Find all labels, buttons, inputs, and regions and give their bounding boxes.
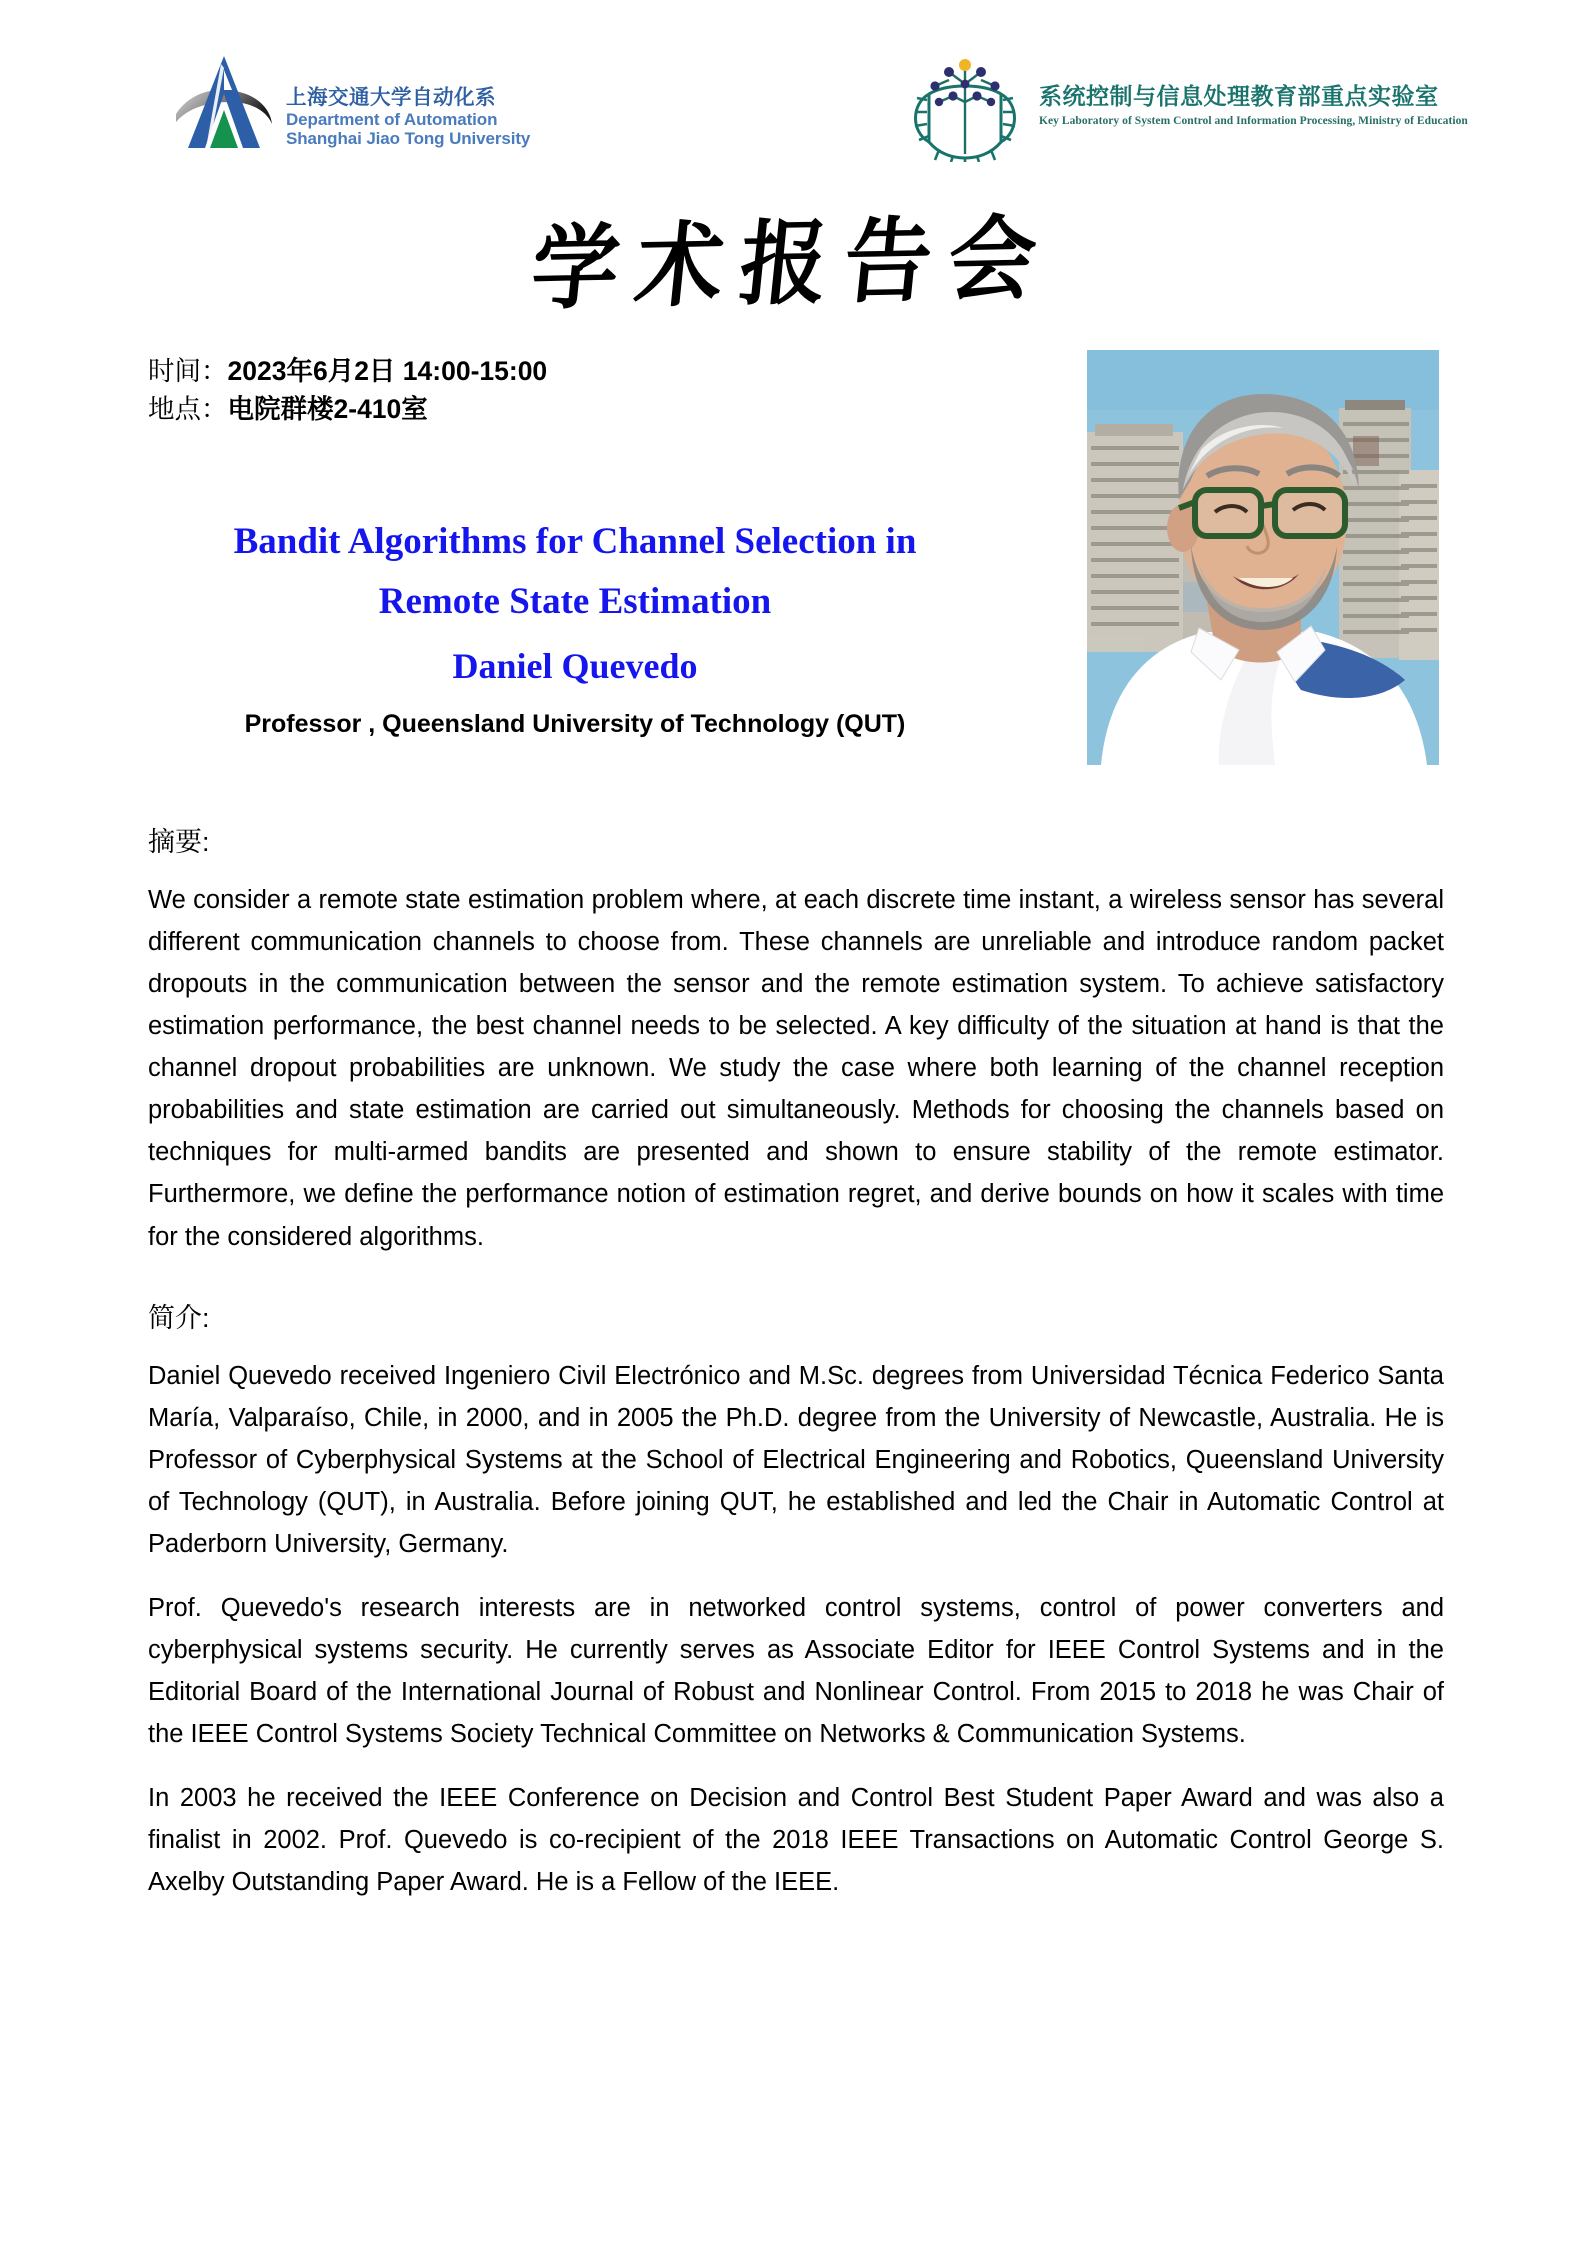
- abstract-text: We consider a remote state estimation problem where, at each discrete time instant, a wireless sensor has several different communication channels to choose from. These channels are unreliable and introduce random packet dropouts in the communication between the sensor and the remote estimation system. To achieve satisfactory estimation performance, the best channel needs to be selected. A key difficulty of the situation at hand is that the channel dropout probabilities are unknown. We study the case where both learning of the channel reception probabilities and state estimation are carried out simultaneously. Methods for choosing the channels based on techniques for multi-armed bandits are presented and shown to ensure stability of the remote estimator. Furthermore, we define the performance notion of estimation regret, and derive bounds on how it scales with time for the considered algorithms.: [148, 886, 1444, 1251]
- sjtu-logo: [172, 48, 530, 152]
- bio-heading: 简介:: [148, 1302, 210, 1333]
- event-place-label: 地点：: [148, 394, 228, 425]
- sjtu-triangle-logo-icon: [172, 48, 276, 152]
- talk-title-line2: Remote State Estimation: [378, 580, 772, 622]
- gear-neural-tree-logo-icon: [905, 50, 1025, 162]
- poster-header: [0, 0, 1587, 200]
- poster-title-wrap: [0, 198, 1587, 323]
- bio-paragraph-1: Daniel Quevedo received Ingeniero Civil Electrónico and M.Sc. degrees from Universidad Técnica Federico Santa María, Valparaíso, Chile, in 2000, and in 2005 the Ph.D. degree from the University of Newcastle, Australia. He is Professor of Cyberphysical Systems at the School of Electrical Engineering and Robotics, Queensland University of Technology (QUT), in Australia. Before joining QUT, he established and led the Chair in Automatic Control at Paderborn University, Germany.: [148, 1361, 1444, 1558]
- event-place-row: [148, 390, 547, 428]
- talk-title-line1: Bandit Algorithms for Channel Selection in: [233, 521, 917, 562]
- event-info: [148, 352, 547, 429]
- sjtu-cn-name: 上海交通大学自动化系: [286, 85, 496, 109]
- sjtu-en-line2: Shanghai Jiao Tong University: [286, 128, 531, 148]
- event-place-value: 电院群楼2-410室: [227, 394, 428, 425]
- abstract-heading: 摘要:: [148, 827, 210, 857]
- keylab-logo-text: [1039, 83, 1468, 129]
- poster-title: 学术报告会: [526, 204, 1059, 323]
- event-time-label: 时间：: [148, 356, 228, 386]
- avatar: [1087, 350, 1439, 765]
- event-time-row: [148, 352, 547, 390]
- speaker-name: Daniel Quevedo: [452, 645, 698, 686]
- talk-block: [140, 512, 1010, 739]
- event-time-value: 2023年6月2日 14:00-15:00: [227, 356, 548, 386]
- sjtu-logo-text: [286, 86, 530, 152]
- poster-body: [148, 820, 1444, 1903]
- keylab-cn-name: 系统控制与信息处理教育部重点实验室: [1039, 83, 1439, 110]
- bio-paragraph-2: Prof. Quevedo's research interests are in networked control systems, control of power converters and cyberphysical systems security. He currently serves as Associate Editor for IEEE Control Systems and in the Editorial Board of the International Journal of Robust and Nonlinear Control. From 2015 to 2018 he was Chair of the IEEE Control Systems Society Technical Committee on Networks & Communication Systems.: [148, 1593, 1444, 1749]
- sjtu-en-line1: Department of Automation: [286, 109, 498, 129]
- bio-paragraph-3: In 2003 he received the IEEE Conference on Decision and Control Best Student Paper Award and was also a finalist in 2002. Prof. Quevedo is co-recipient of the 2018 IEEE Transactions on Automatic Control George S. Axelby Outstanding Paper Award. He is a Fellow of the IEEE.: [148, 1784, 1444, 1897]
- keylab-logo: [905, 50, 1468, 162]
- keylab-en-name: Key Laboratory of System Control and Information Processing, Ministry of Education: [1039, 114, 1468, 127]
- section-gap: [148, 1280, 1444, 1296]
- speaker-affiliation: Professor , Queensland University of Technology (QUT): [244, 710, 906, 739]
